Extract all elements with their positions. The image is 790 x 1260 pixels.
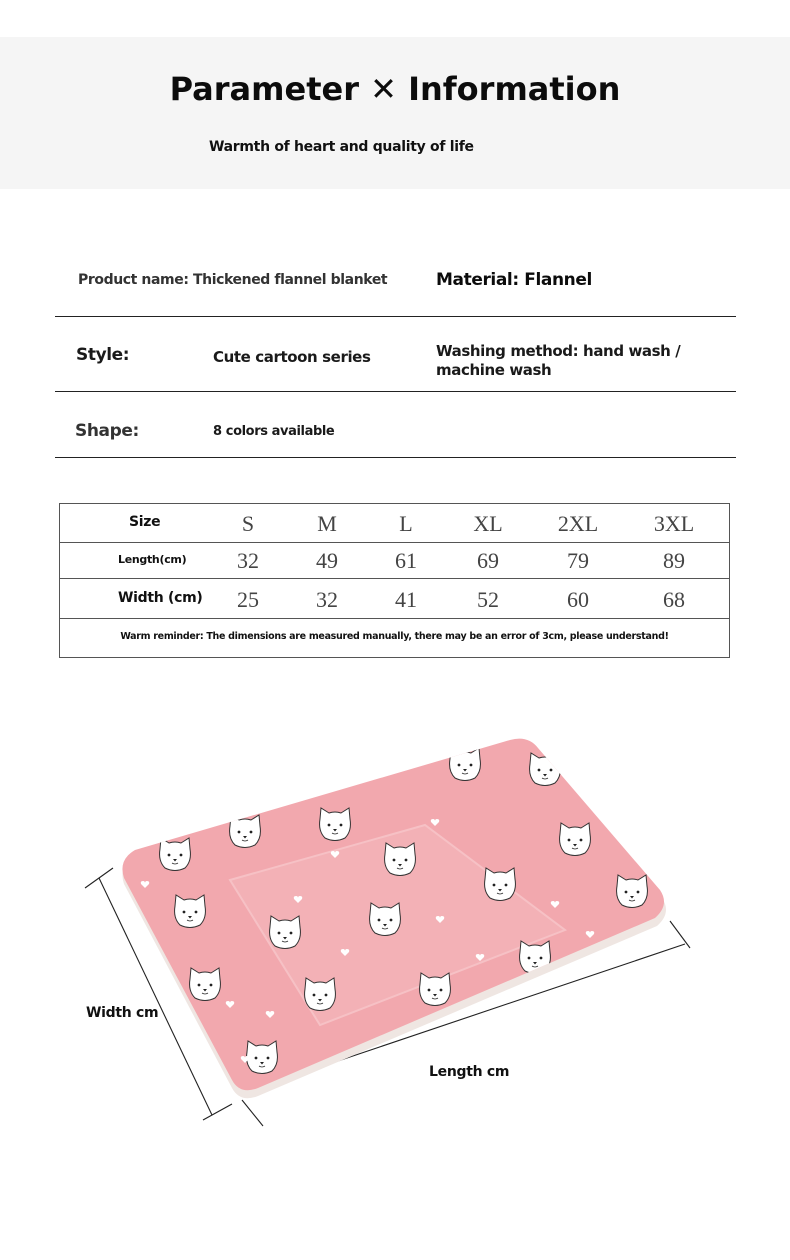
header-banner <box>0 37 790 189</box>
info-row-product-name <box>55 250 736 317</box>
width-XL: 52 <box>477 587 499 612</box>
product-name-label: Product name: Thickened flannel blanket <box>78 272 388 288</box>
width-L: 41 <box>395 587 417 612</box>
washing-method-label: Washing method: hand wash / <box>436 342 681 360</box>
size-reminder-note: Warm reminder: The dimensions are measured manually, there may be an error of 3cm, please understand! <box>120 631 669 642</box>
page-title: Parameter ✕ Information <box>169 70 621 108</box>
info-row-style <box>55 317 736 392</box>
width-label: Width (cm) <box>118 590 203 606</box>
style-label: Style: <box>76 345 130 365</box>
info-row-shape <box>55 392 736 458</box>
length-label: Length(cm) <box>118 553 187 566</box>
size-S: S <box>241 511 255 536</box>
product-info <box>55 250 736 460</box>
size-3XL: 3XL <box>653 511 695 536</box>
length-2XL: 79 <box>567 548 589 573</box>
size-L: L <box>399 511 413 536</box>
size-2XL: 2XL <box>557 511 599 536</box>
size-header-row <box>60 504 729 543</box>
size-header-label: Size <box>129 514 161 530</box>
style-value: Cute cartoon series <box>213 348 371 366</box>
product-dimension-diagram <box>0 700 790 1180</box>
length-row <box>60 542 729 579</box>
material-label: Material: Flannel <box>436 270 592 290</box>
size-M: M <box>317 511 337 536</box>
shape-label: Shape: <box>75 421 139 441</box>
size-table <box>59 503 730 658</box>
length-L: 61 <box>395 548 417 573</box>
length-S: 32 <box>237 548 259 573</box>
length-3XL: 89 <box>663 548 685 573</box>
width-S: 25 <box>237 587 259 612</box>
blanket-illustration <box>0 700 790 1180</box>
reminder-row <box>60 619 729 658</box>
shape-value: 8 colors available <box>213 424 335 439</box>
length-dimension-label: Length cm <box>429 1064 510 1080</box>
length-XL: 69 <box>477 548 499 573</box>
size-XL: XL <box>473 511 503 536</box>
width-dimension-label: Width cm <box>86 1005 159 1021</box>
length-M: 49 <box>316 548 338 573</box>
width-M: 32 <box>316 587 338 612</box>
width-3XL: 68 <box>663 587 685 612</box>
page-subtitle: Warmth of heart and quality of life <box>209 139 474 155</box>
washing-method-label-line2: machine wash <box>436 361 552 379</box>
width-row <box>60 579 729 619</box>
width-2XL: 60 <box>567 587 589 612</box>
